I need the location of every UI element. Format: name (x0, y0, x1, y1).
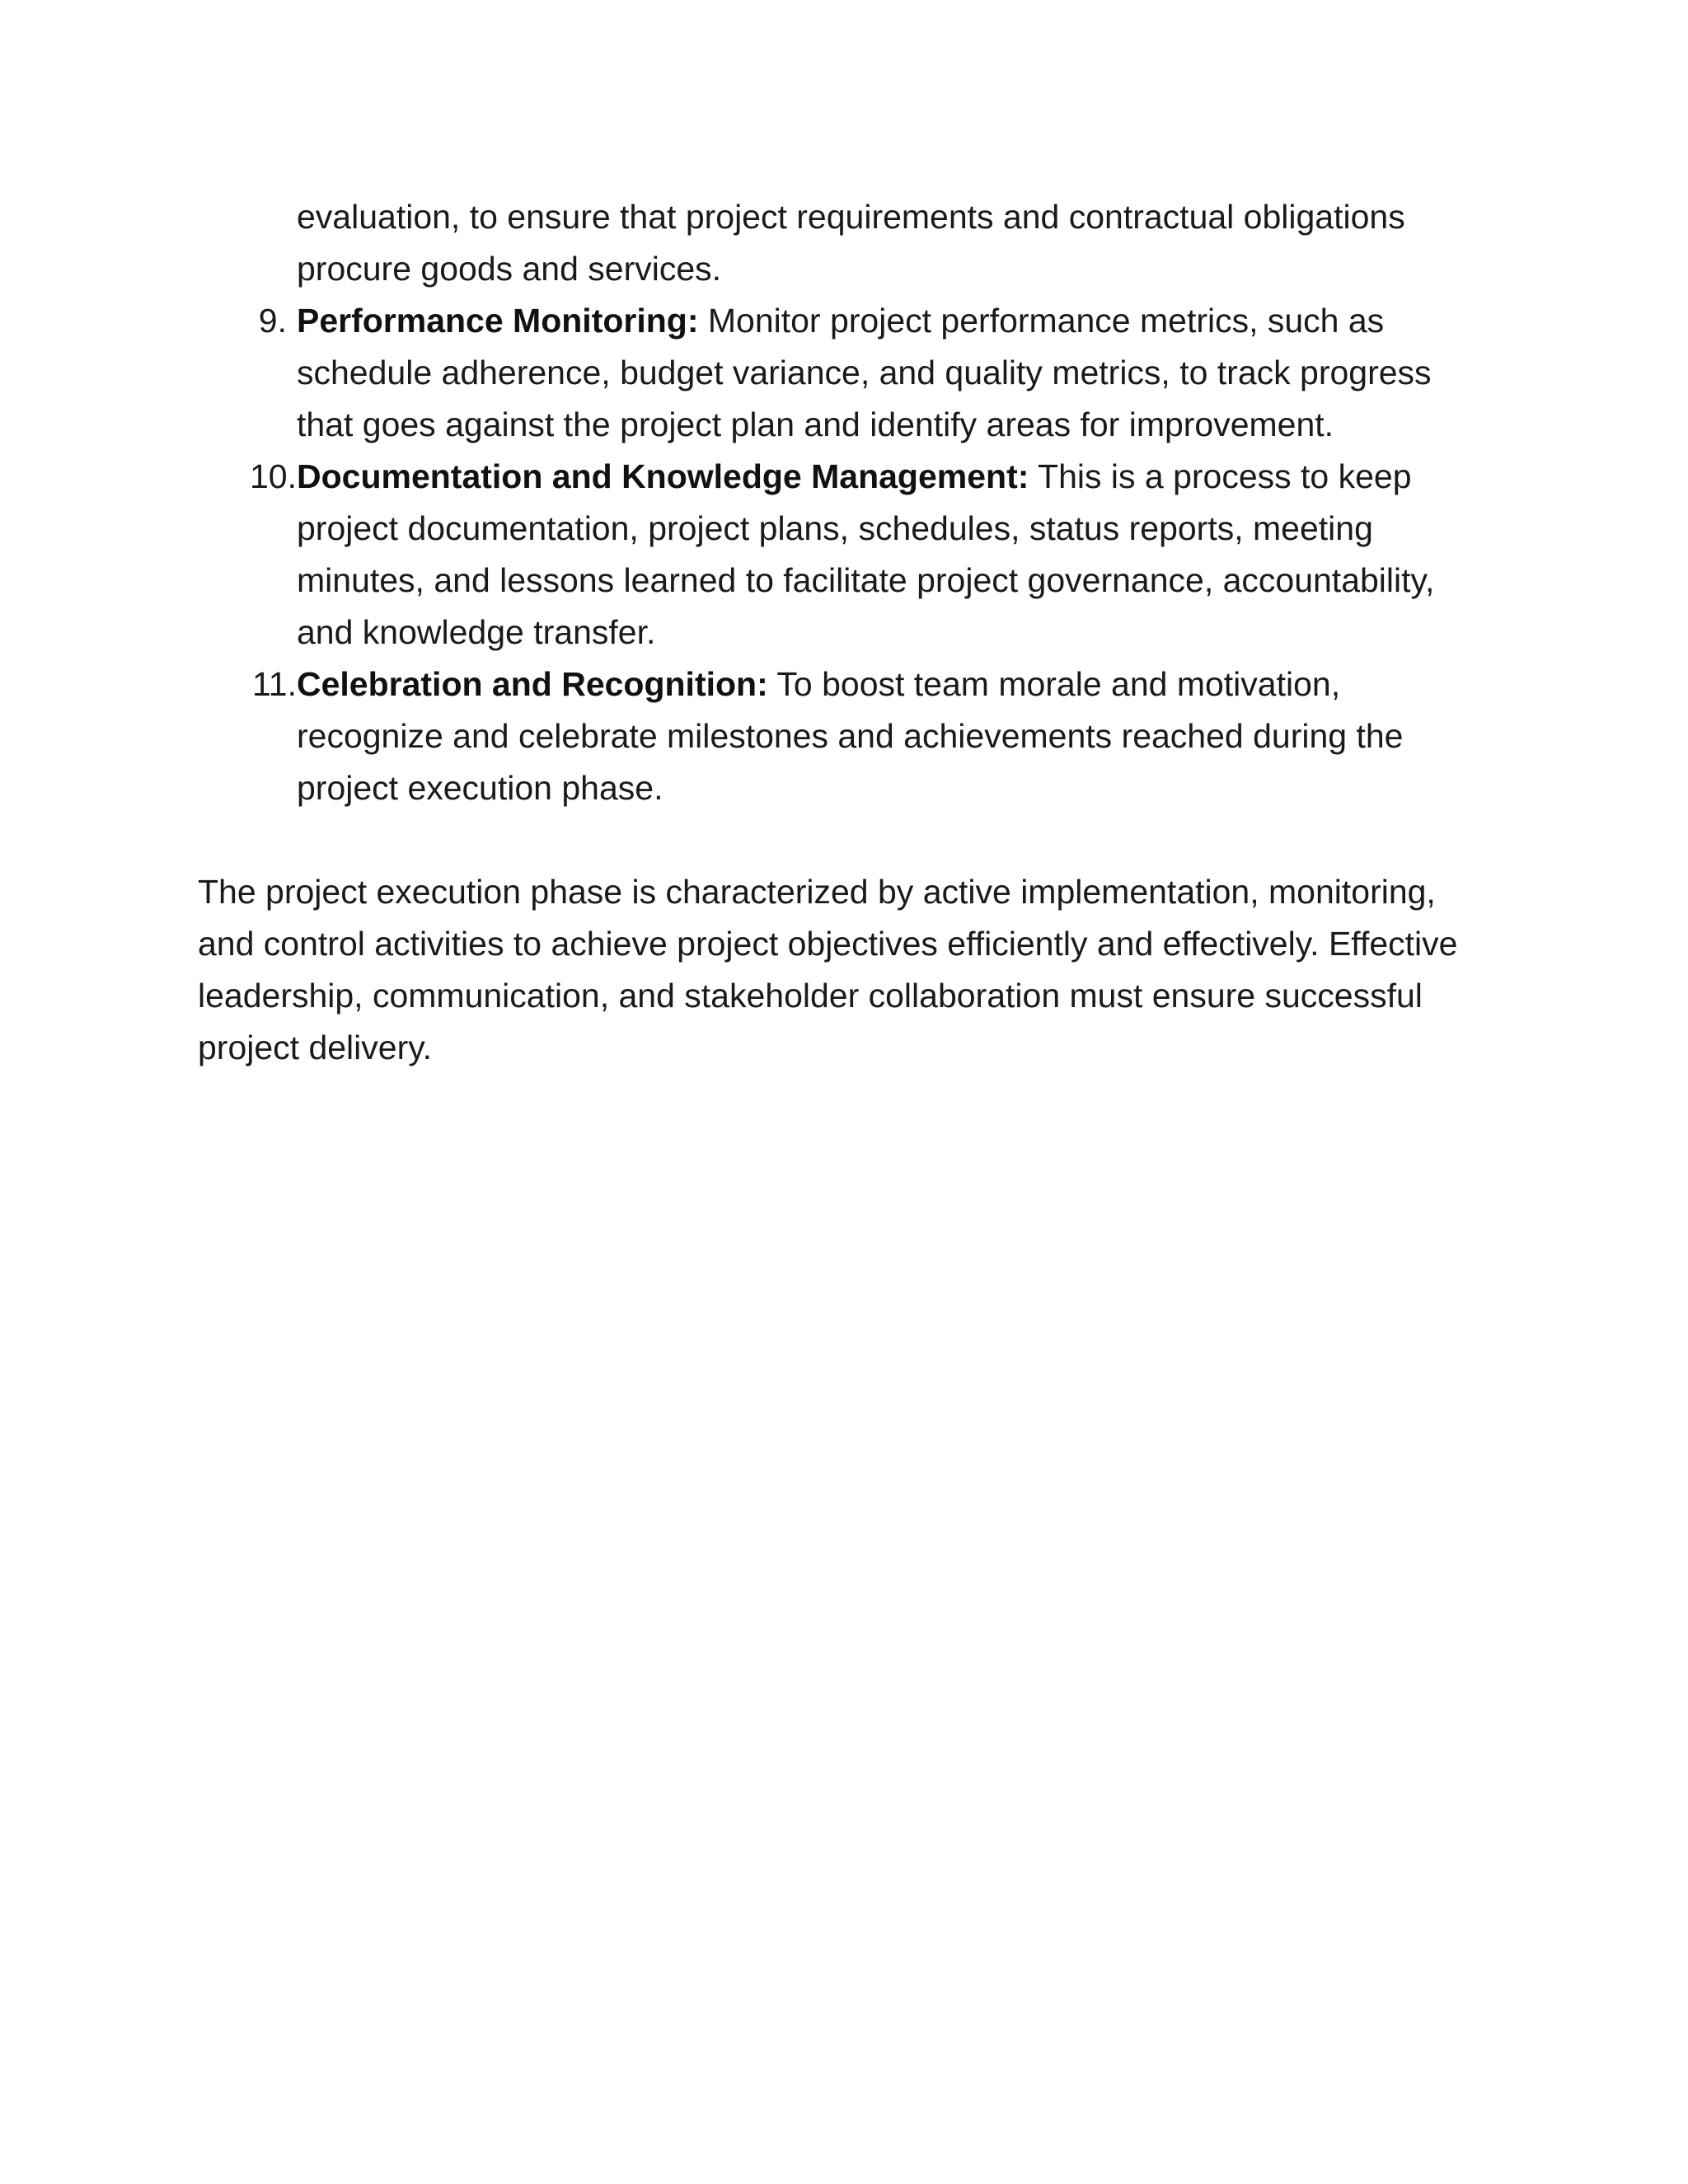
list-item-number: 10. (250, 457, 297, 495)
numbered-list (198, 295, 1492, 814)
list-item-title: Documentation and Knowledge Management: (297, 457, 1029, 495)
list-item-documentation (198, 451, 1492, 658)
list-item-title: Performance Monitoring: (297, 302, 699, 340)
list-item-performance-monitoring (198, 295, 1492, 451)
list-item-text: Monitor project performance metrics, such as schedule adherence, budget variance, and quality metrics, to track progress that goes against the project plan and identify areas for improvement. (297, 302, 1432, 443)
list-item-celebration (198, 658, 1492, 814)
list-item-text: This is a process to keep project documentation, project plans, schedules, status reports, meeting minutes, and lessons learned to facilitate project governance, accountability, and knowledge transfer. (297, 457, 1435, 651)
list-item-number: 9. (258, 302, 287, 340)
list-item-number: 11. (252, 665, 297, 703)
closing-paragraph: The project execution phase is characterized by active implementation, monitoring, and control activities to achieve project objectives efficiently and effectively. Effective leadership, communication, and stakeholder collaboration must ensure successful project delivery. (198, 873, 1458, 1066)
list-item-continuation: evaluation, to ensure that project requirements and contractual obligations procure goods and services. (297, 198, 1405, 288)
list-item-text: To boost team morale and motivation, recognize and celebrate milestones and achievements reached during the project execution phase. (297, 665, 1404, 807)
list-item-title: Celebration and Recognition: (297, 665, 768, 703)
document-body (198, 191, 1492, 1074)
